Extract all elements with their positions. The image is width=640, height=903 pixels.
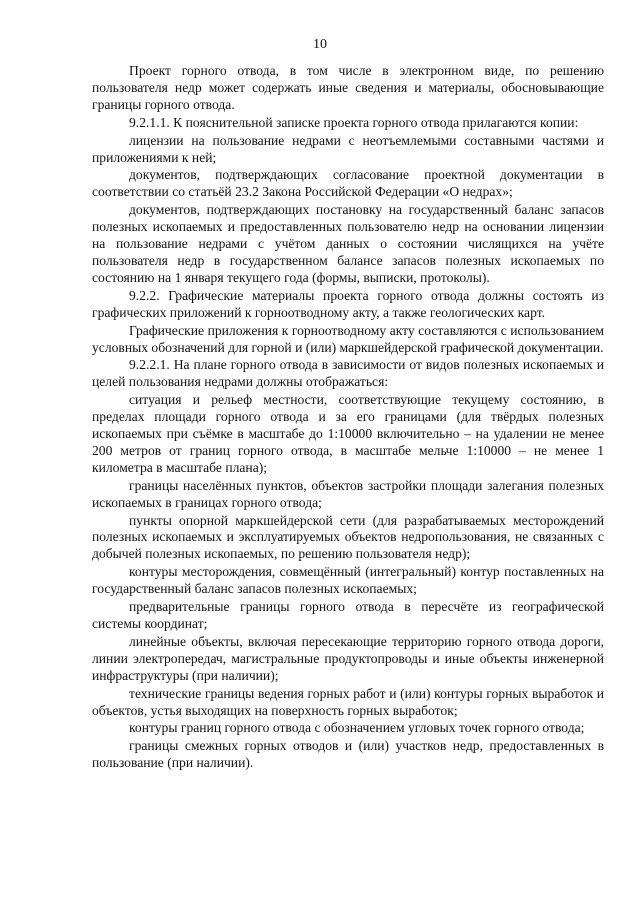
- paragraph: технические границы ведения горных работ и (или) контуры горных выработок и объектов, устья выходящих на поверхность горных выработок;: [92, 685, 604, 718]
- paragraph: документов, подтверждающих постановку на государственный баланс запасов полезных ископаемых и предоставленных пользователю недр на основании лицензии на пользование недрами с учётом данных о состоянии числящихся на учёте пользователя недр в государственном балансе запасов полезных ископаемых по состоянию на 1 января текущего года (формы, выписки, протоколы).: [92, 202, 604, 285]
- paragraph: предварительные границы горного отвода в пересчёте из географической системы координат;: [92, 599, 604, 631]
- document-body: [92, 63, 604, 773]
- paragraph: документов, подтверждающих согласование проектной документации в соответствии со статьёй 23.2 Закона Российской Федерации «О недрах»;: [92, 167, 604, 200]
- paragraph: Проект горного отвода, в том числе в электронном виде, по решению пользователя недр может содержать иные сведения и материалы, обосновывающие границы горного отвода.: [92, 63, 604, 112]
- paragraph: границы смежных горных отводов и (или) участков недр, предоставленных в пользование (при наличии).: [92, 738, 604, 771]
- paragraph: контуры месторождения, совмещённый (интегральный) контур поставленных на государственный баланс запасов полезных ископаемых;: [92, 564, 604, 597]
- paragraph: пункты опорной маркшейдерской сети (для разрабатываемых месторождений полезных ископаемых и эксплуатируемых объектов недропользования, не связанных с добычей полезных ископаемых, по решению пользователя недр);: [92, 512, 604, 562]
- paragraph: 9.2.2. Графические материалы проекта горного отвода должны состоять из графических приложений к горноотводному акту, а также геологических карт.: [92, 287, 604, 320]
- paragraph: 9.2.1.1. К пояснительной записке проекта горного отвода прилагаются копии:: [129, 114, 579, 130]
- page-number: 10: [313, 37, 327, 52]
- paragraph: границы населённых пунктов, объектов застройки площади залегания полезных ископаемых в границах горного отвода;: [92, 477, 604, 510]
- paragraph: линейные объекты, включая пересекающие территорию горного отвода дороги, линии электропередач, магистральные продуктопроводы и иные объекты инженерной инфраструктуры (при наличии);: [92, 633, 604, 683]
- paragraph: ситуация и рельеф местности, соответствующие текущему состоянию, в пределах площади горного отвода и за его границами (для твёрдых полезных ископаемых при съёмке в масштабе до 1:10000 включительно – на удалении не менее 200 метров от границ горного отвода, в масштабе мельче 1:10000 – не менее 1 километра в масштабе плана);: [92, 392, 604, 475]
- paragraph: Графические приложения к горноотводному акту составляются с использованием условных обозначений для горной и (или) маркшейдерской графической документации.: [92, 322, 604, 355]
- paragraph: 9.2.2.1. На плане горного отвода в зависимости от видов полезных ископаемых и целей пользования недрами должны отображаться:: [92, 357, 604, 390]
- paragraph: лицензии на пользование недрами с неотъемлемыми составными частями и приложениями к ней;: [92, 132, 604, 165]
- paragraph: контуры границ горного отвода с обозначением угловых точек горного отвода;: [129, 720, 585, 736]
